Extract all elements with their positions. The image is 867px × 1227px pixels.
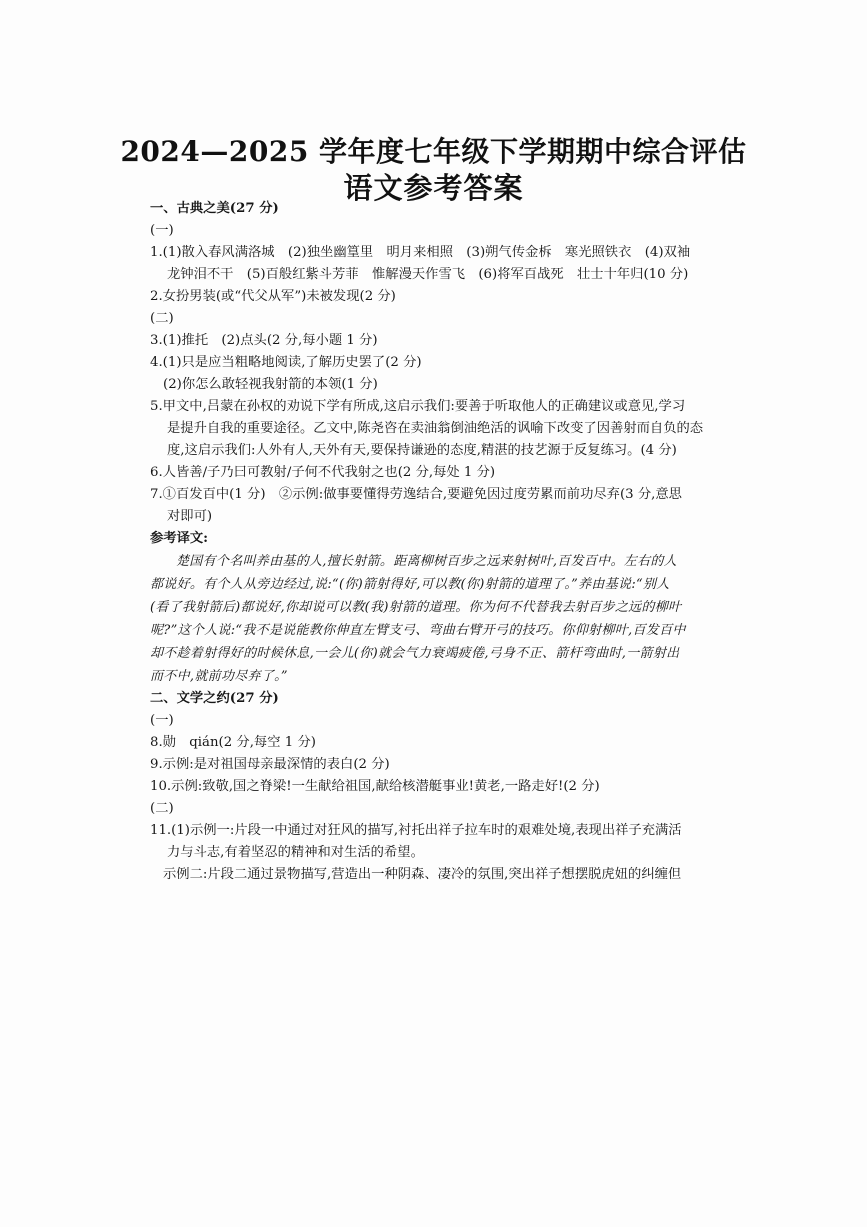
section-heading-classical: 一、古典之美(27 分) [150, 201, 279, 216]
translation-line: 却不趁着射得好的时候休息,一会儿(你)就会气力衰竭疲倦,弓身不正、箭杆弯曲时,一箭射出 [150, 646, 680, 661]
translation-line: 呢?”这个人说:“我不是说能教你伸直左臂支弓、弯曲右臂开弓的技巧。你仰射柳叶,百发百中 [150, 623, 686, 638]
answer-q4: 4.(1)只是应当粗略地阅读,了解历史罢了(2 分) [150, 355, 422, 370]
section-heading-literature: 二、文学之约(27 分) [150, 691, 279, 706]
answer-q10: 10.示例:致敬,国之脊梁!一生献给祖国,献给核潜艇事业!黄老,一路走好!(2 分) [150, 779, 600, 794]
answer-q3: 3.(1)推托 (2)点头(2 分,每小题 1 分) [150, 333, 378, 348]
subsection-marker: (一) [150, 713, 174, 728]
translation-line: 而不中,就前功尽弃了。” [150, 669, 288, 684]
answer-q11: 11.(1)示例一:片段一中通过对狂风的描写,衬托出祥子拉车时的艰难处境,表现出祥子充满活 [150, 823, 682, 838]
answer-q11-cont: 力与斗志,有着坚忍的精神和对生活的希望。 [167, 845, 424, 860]
translation-line: 都说好。有个人从旁边经过,说:“(你)箭射得好,可以教(你)射箭的道理了。”养由基说:“别人 [150, 577, 670, 592]
answer-q6: 6.人皆善/子乃曰可教射/子何不代我射之也(2 分,每处 1 分) [150, 465, 496, 480]
answer-q9: 9.示例:是对祖国母亲最深情的表白(2 分) [150, 757, 390, 772]
subsection-marker: (二) [150, 801, 174, 816]
answer-q5-cont: 是提升自我的重要途径。乙文中,陈尧咨在卖油翁倒油绝活的讽喻下改变了因善射而自负的态 [167, 421, 704, 436]
answer-q7-cont: 对即可) [167, 509, 213, 524]
document-title: 2024—2025 学年度七年级下学期期中综合评估 [120, 135, 747, 168]
answer-q11-example2: 示例二:片段二通过景物描写,营造出一种阴森、凄冷的氛围,突出祥子想摆脱虎妞的纠缠但 [163, 867, 682, 882]
translation-heading: 参考译文: [150, 531, 209, 546]
document-subtitle: 语文参考答案 [343, 171, 524, 205]
answer-q7: 7.①百发百中(1 分) ②示例:做事要懂得劳逸结合,要避免因过度劳累而前功尽弃(3 分,意思 [150, 487, 682, 502]
answer-q1-cont: 龙钟泪不干 (5)百般红紫斗芳菲 惟解漫天作雪飞 (6)将军百战死 壮士十年归(10 分) [167, 267, 689, 282]
translation-line: 楚国有个名叫养由基的人,擅长射箭。距离柳树百步之远来射树叶,百发百中。左右的人 [176, 554, 677, 569]
answer-q5: 5.甲文中,吕蒙在孙权的劝说下学有所成,这启示我们:要善于听取他人的正确建议或意见,学习 [150, 399, 686, 414]
subsection-marker: (二) [150, 311, 174, 326]
answer-content [150, 198, 750, 886]
answer-q1: 1.(1)散入春风满洛城 (2)独坐幽篁里 明月来相照 (3)朔气传金柝 寒光照铁衣 (4)双袖 [150, 245, 691, 260]
answer-q8: 8.勋 qián(2 分,每空 1 分) [150, 735, 316, 750]
subsection-marker: (一) [150, 223, 174, 238]
answer-q2: 2.女扮男装(或“代父从军”)未被发现(2 分) [150, 289, 396, 304]
answer-q5-cont: 度,这启示我们:人外有人,天外有天,要保持谦逊的态度,精湛的技艺源于反复练习。(4 分) [167, 443, 677, 458]
translation-line: (看了我射箭后)都说好,你却说可以教(我)射箭的道理。你为何不代替我去射百步之远的柳叶 [150, 600, 682, 615]
answer-q4-part2: (2)你怎么敢轻视我射箭的本领(1 分) [163, 377, 378, 392]
